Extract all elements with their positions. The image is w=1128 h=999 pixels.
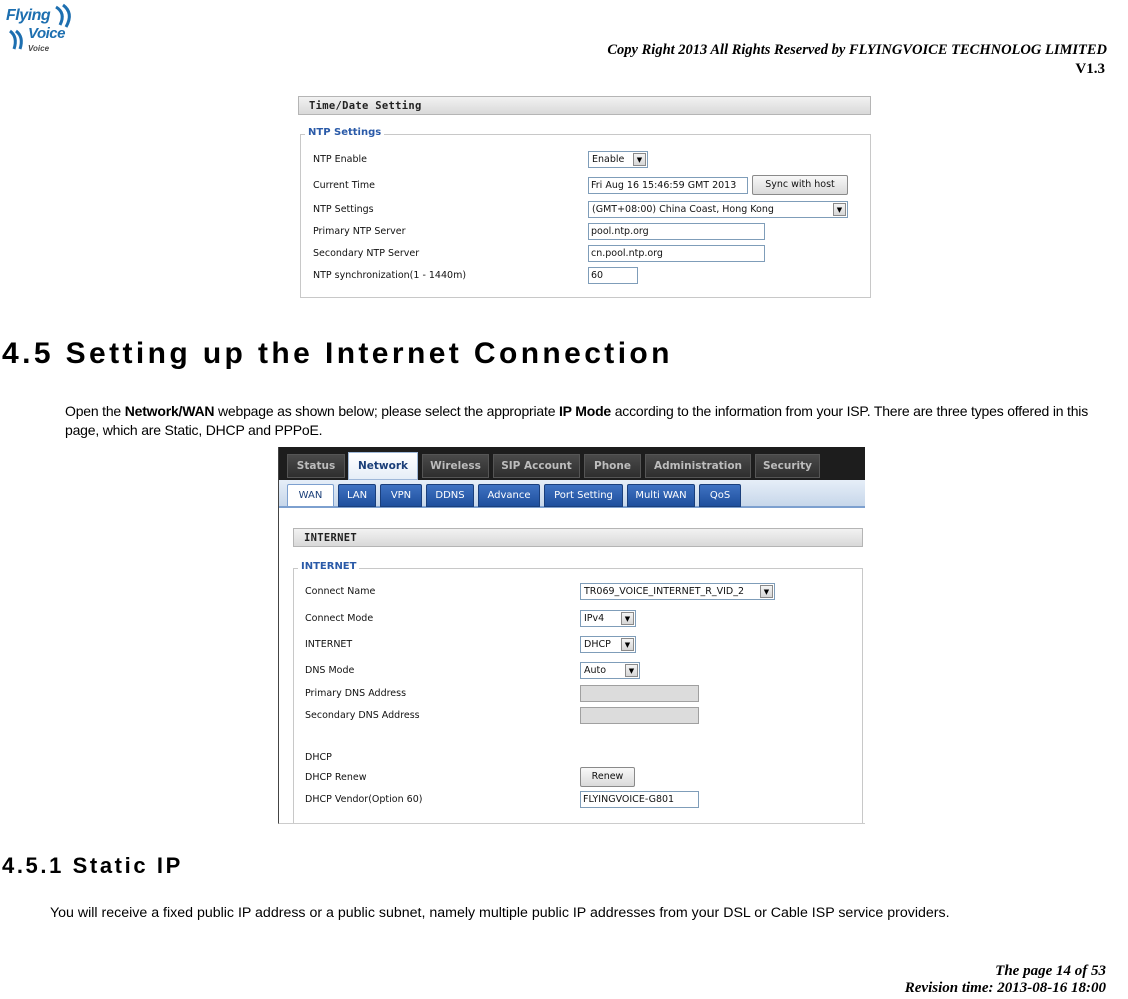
internet-mode-select[interactable] bbox=[580, 636, 636, 653]
chevron-down-icon[interactable]: ▼ bbox=[621, 612, 634, 625]
intro-text: according to the information from your ISP. There are three types offered in this page, which are Static, DHCP and PPPoE. bbox=[65, 403, 1088, 438]
subsection-heading: 4.5.1 Static IP bbox=[2, 853, 183, 878]
top-navigation bbox=[279, 447, 865, 480]
current-time-field[interactable]: Fri Aug 16 15:46:59 GMT 2013 bbox=[588, 177, 748, 194]
tab-advance[interactable]: Advance bbox=[478, 484, 540, 507]
section-title-bar: Time/Date Setting bbox=[298, 96, 871, 115]
dhcp-vendor-label: DHCP Vendor(Option 60) bbox=[305, 794, 423, 805]
connect-name-value: TR069_VOICE_INTERNET_R_VID_2 bbox=[584, 586, 745, 597]
tab-wireless[interactable]: Wireless bbox=[422, 454, 489, 478]
logo-text-voice: Voice bbox=[28, 25, 65, 42]
tab-administration[interactable]: Administration bbox=[645, 454, 751, 478]
ntp-settings-label: NTP Settings bbox=[313, 204, 374, 215]
renew-button[interactable]: Renew bbox=[580, 767, 635, 787]
tab-multi-wan[interactable]: Multi WAN bbox=[627, 484, 695, 507]
internet-label: INTERNET bbox=[305, 639, 353, 650]
company-logo bbox=[6, 3, 76, 59]
chevron-down-icon[interactable]: ▼ bbox=[633, 153, 646, 166]
dns-mode-select[interactable] bbox=[580, 662, 640, 679]
intro-text: Open the bbox=[65, 403, 125, 419]
chevron-down-icon[interactable]: ▼ bbox=[621, 638, 634, 651]
primary-ntp-label: Primary NTP Server bbox=[313, 226, 406, 237]
fieldset-legend: INTERNET bbox=[298, 561, 359, 572]
signal-waves-icon bbox=[8, 29, 28, 53]
time-date-screenshot bbox=[298, 96, 871, 298]
section-heading: 4.5 Setting up the Internet Connection bbox=[2, 337, 673, 370]
secondary-ntp-label: Secondary NTP Server bbox=[313, 248, 420, 259]
connect-mode-value: IPv4 bbox=[584, 613, 605, 624]
primary-dns-label: Primary DNS Address bbox=[305, 688, 407, 699]
dhcp-renew-label: DHCP Renew bbox=[305, 772, 367, 783]
internet-mode-value: DHCP bbox=[584, 639, 611, 650]
tab-status[interactable]: Status bbox=[287, 454, 345, 478]
timezone-select[interactable] bbox=[588, 201, 848, 218]
network-wan-term: Network/WAN bbox=[124, 403, 215, 419]
logo-text-sub: Voice bbox=[28, 44, 50, 53]
connect-name-label: Connect Name bbox=[305, 586, 376, 597]
internet-fieldset bbox=[293, 561, 863, 824]
ntp-settings-fieldset bbox=[300, 127, 871, 298]
secondary-ntp-field[interactable]: cn.pool.ntp.org bbox=[588, 245, 765, 262]
fieldset-legend: NTP Settings bbox=[305, 127, 384, 138]
connect-mode-label: Connect Mode bbox=[305, 613, 374, 624]
primary-dns-field[interactable] bbox=[580, 685, 699, 702]
tab-port-setting[interactable]: Port Setting bbox=[544, 484, 623, 507]
ntp-enable-label: NTP Enable bbox=[313, 154, 368, 165]
tab-network[interactable]: Network bbox=[348, 452, 418, 480]
tab-qos[interactable]: QoS bbox=[699, 484, 741, 507]
secondary-dns-label: Secondary DNS Address bbox=[305, 710, 420, 721]
ip-mode-term: IP Mode bbox=[558, 403, 612, 419]
logo-text-flying: Flying bbox=[6, 7, 51, 24]
ntp-sync-label: NTP synchronization(1 - 1440m) bbox=[313, 270, 467, 281]
secondary-dns-field[interactable] bbox=[580, 707, 699, 724]
ntp-enable-select[interactable] bbox=[588, 151, 648, 168]
sync-with-host-button[interactable]: Sync with host bbox=[752, 175, 848, 195]
primary-ntp-field[interactable]: pool.ntp.org bbox=[588, 223, 765, 240]
sub-navigation bbox=[279, 480, 865, 508]
tab-wan[interactable]: WAN bbox=[287, 484, 334, 507]
chevron-down-icon[interactable]: ▼ bbox=[760, 585, 773, 598]
chevron-down-icon[interactable]: ▼ bbox=[833, 203, 846, 216]
intro-paragraph bbox=[65, 402, 1125, 440]
current-time-label: Current Time bbox=[313, 180, 375, 191]
tab-security[interactable]: Security bbox=[755, 454, 820, 478]
ntp-enable-value: Enable bbox=[592, 154, 625, 165]
timezone-value: (GMT+08:00) China Coast, Hong Kong bbox=[592, 204, 774, 215]
dhcp-vendor-field[interactable]: FLYINGVOICE-G801 bbox=[580, 791, 699, 808]
tab-sip-account[interactable]: SIP Account bbox=[493, 454, 580, 478]
dns-mode-label: DNS Mode bbox=[305, 665, 355, 676]
intro-text: webpage as shown below; please select the appropriate bbox=[214, 403, 559, 419]
ntp-sync-field[interactable]: 60 bbox=[588, 267, 638, 284]
copyright-notice: Copy Right 2013 All Rights Reserved by FLYINGVOICE TECHNOLOG LIMITED bbox=[607, 42, 1107, 58]
tab-vpn[interactable]: VPN bbox=[380, 484, 422, 507]
tab-ddns[interactable]: DDNS bbox=[426, 484, 474, 507]
dhcp-heading: DHCP bbox=[305, 752, 332, 763]
network-wan-screenshot bbox=[278, 447, 865, 824]
static-ip-paragraph: You will receive a fixed public IP address or a public subnet, namely multiple public IP addresses from your DSL or Cable ISP service providers. bbox=[50, 905, 950, 921]
page-number: The page 14 of 53 bbox=[995, 963, 1106, 979]
document-version: V1.3 bbox=[1075, 61, 1105, 77]
connect-mode-select[interactable] bbox=[580, 610, 636, 627]
section-title-bar: INTERNET bbox=[293, 528, 863, 547]
revision-time: Revision time: 2013-08-16 18:00 bbox=[904, 980, 1106, 996]
tab-lan[interactable]: LAN bbox=[338, 484, 376, 507]
connect-name-select[interactable] bbox=[580, 583, 775, 600]
chevron-down-icon[interactable]: ▼ bbox=[625, 664, 638, 677]
dns-mode-value: Auto bbox=[584, 665, 607, 676]
tab-phone[interactable]: Phone bbox=[584, 454, 641, 478]
